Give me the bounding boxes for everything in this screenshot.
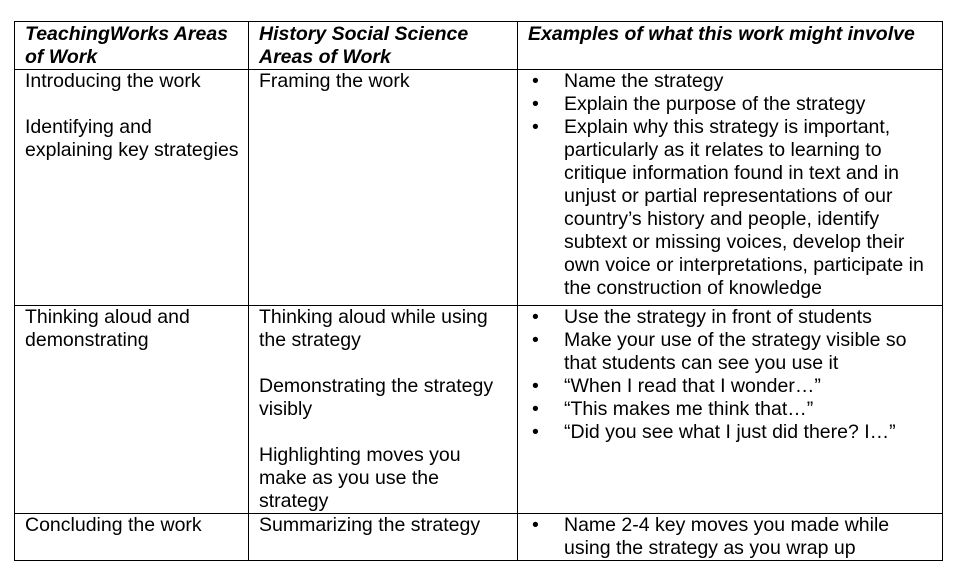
teachingworks-text: Thinking aloud and demonstrating (25, 306, 190, 351)
teachingworks-text: Concluding the work (25, 514, 202, 536)
teachingworks-cell (15, 306, 249, 514)
history-text: Framing the work (259, 70, 410, 92)
bullet-icon: • (532, 329, 539, 351)
areas-of-work-table (14, 21, 943, 561)
bullet-icon: • (532, 398, 539, 420)
bullet-icon: • (532, 93, 539, 115)
teachingworks-cell (15, 70, 249, 306)
example-text: Name 2-4 key moves you made while using the strategy as you wrap up (564, 514, 890, 559)
table-row (15, 306, 943, 514)
bullet-icon: • (532, 421, 539, 443)
bullet-icon: • (532, 306, 539, 328)
bullet-icon: • (532, 514, 539, 536)
history-cell (249, 306, 518, 514)
examples-cell (518, 70, 943, 306)
example-text: Explain why this strategy is important, particularly as it relates to learning to critique information found in text and in unjust or partial representations of our country’s history and people, identify subtext or missing voices, develop their own voice or interpretations, participate in the construction of knowledge (564, 116, 924, 299)
teachingworks-cell (15, 514, 249, 561)
history-cell (249, 70, 518, 306)
list-item (528, 398, 938, 421)
example-text: Use the strategy in front of students (564, 306, 872, 328)
header-teachingworks: TeachingWorks Areas of Work (15, 22, 249, 70)
examples-list (528, 514, 938, 560)
history-text: Highlighting moves you make as you use the strategy (259, 444, 461, 512)
list-item (528, 70, 938, 93)
bullet-icon: • (532, 116, 539, 138)
list-item (528, 116, 938, 300)
list-item (528, 421, 938, 444)
examples-list (528, 306, 938, 444)
list-item (528, 93, 938, 116)
header-examples: Examples of what this work might involve (518, 22, 943, 70)
list-item (528, 514, 938, 560)
teachingworks-text: Identifying and explaining key strategies (25, 116, 239, 161)
example-text: Explain the purpose of the strategy (564, 93, 866, 115)
history-text: Thinking aloud while using the strategy (259, 306, 488, 351)
example-text: Name the strategy (564, 70, 724, 92)
header-history-social-science: History Social Science Areas of Work (249, 22, 518, 70)
table-row (15, 70, 943, 306)
history-cell (249, 514, 518, 561)
bullet-icon: • (532, 375, 539, 397)
teachingworks-text: Introducing the work (25, 70, 201, 92)
example-text: “When I read that I wonder…” (564, 375, 821, 397)
table-row (15, 514, 943, 561)
example-text: Make your use of the strategy visible so that students can see you use it (564, 329, 907, 374)
list-item (528, 375, 938, 398)
history-text: Demonstrating the strategy visibly (259, 375, 494, 420)
list-item (528, 306, 938, 329)
table-header-row (15, 22, 943, 70)
example-text: “This makes me think that…” (564, 398, 814, 420)
examples-cell (518, 306, 943, 514)
bullet-icon: • (532, 70, 539, 92)
examples-cell (518, 514, 943, 561)
history-text: Summarizing the strategy (259, 514, 481, 536)
example-text: “Did you see what I just did there? I…” (564, 421, 896, 443)
list-item (528, 329, 938, 375)
examples-list (528, 70, 938, 300)
